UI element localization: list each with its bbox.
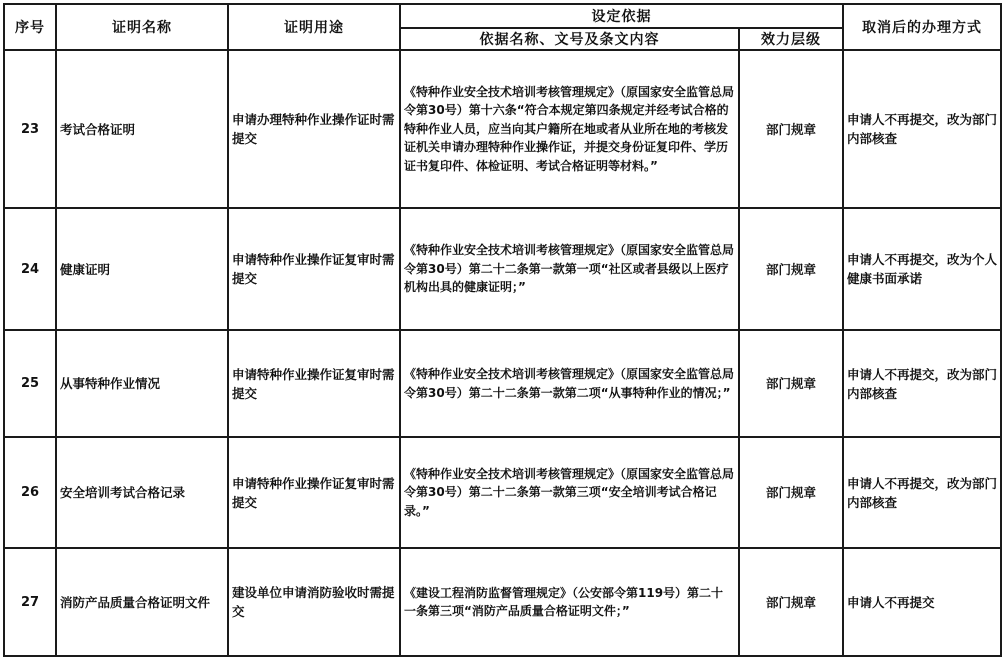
- header-after: 取消后的办理方式: [843, 4, 1001, 50]
- row-purpose: 建设单位申请消防验收时需提交: [228, 548, 400, 656]
- table-row: [4, 208, 1001, 330]
- row-purpose: 申请特种作业操作证复审时需提交: [228, 330, 400, 437]
- row-purpose: 申请办理特种作业操作证时需提交: [228, 50, 400, 208]
- row-cert-name: 从事特种作业情况: [56, 330, 228, 437]
- row-after: 申请人不再提交，改为部门内部核查: [843, 50, 1001, 208]
- row-no: 24: [4, 208, 56, 330]
- row-level: 部门规章: [739, 208, 843, 330]
- header-name: 证明名称: [56, 4, 228, 50]
- row-after: 申请人不再提交，改为部门内部核查: [843, 437, 1001, 548]
- row-purpose: 申请特种作业操作证复审时需提交: [228, 437, 400, 548]
- certificate-table-sheet: [3, 3, 1000, 655]
- row-no: 27: [4, 548, 56, 656]
- row-level: 部门规章: [739, 50, 843, 208]
- certificate-table: [3, 3, 1002, 657]
- row-no: 26: [4, 437, 56, 548]
- row-cert-name: 安全培训考试合格记录: [56, 437, 228, 548]
- row-purpose: 申请特种作业操作证复审时需提交: [228, 208, 400, 330]
- row-no: 25: [4, 330, 56, 437]
- row-cert-name: 消防产品质量合格证明文件: [56, 548, 228, 656]
- row-basis: 《特种作业安全技术培训考核管理规定》（原国家安全监管总局令第30号）第十六条“符合本规定第四条规定并经考试合格的特种作业人员，应当向其户籍所在地或者从业所在地的考核发证机关申请办理特种作业操作证，并提交身份证复印件、学历证书复印件、体检证明、考试合格证明等材料。”: [400, 50, 739, 208]
- row-basis: 《特种作业安全技术培训考核管理规定》（原国家安全监管总局令第30号）第二十二条第一款第二项“从事特种作业的情况；”: [400, 330, 739, 437]
- row-after: 申请人不再提交，改为部门内部核查: [843, 330, 1001, 437]
- row-basis: 《特种作业安全技术培训考核管理规定》（原国家安全监管总局令第30号）第二十二条第一款第一项“社区或者县级以上医疗机构出具的健康证明；”: [400, 208, 739, 330]
- table-row: [4, 437, 1001, 548]
- header-no: 序号: [4, 4, 56, 50]
- header-basis-content: 依据名称、文号及条文内容: [400, 28, 739, 50]
- row-cert-name: 考试合格证明: [56, 50, 228, 208]
- row-after: 申请人不再提交: [843, 548, 1001, 656]
- row-level: 部门规章: [739, 548, 843, 656]
- header-level: 效力层级: [739, 28, 843, 50]
- table-row: [4, 330, 1001, 437]
- row-after: 申请人不再提交，改为个人健康书面承诺: [843, 208, 1001, 330]
- table-row: [4, 50, 1001, 208]
- row-no: 23: [4, 50, 56, 208]
- header-row-top: [4, 4, 1001, 28]
- row-basis: 《特种作业安全技术培训考核管理规定》（原国家安全监管总局令第30号）第二十二条第一款第三项“安全培训考试合格记录。”: [400, 437, 739, 548]
- row-basis: 《建设工程消防监督管理规定》（公安部令第119号）第二十一条第三项“消防产品质量合格证明文件；”: [400, 548, 739, 656]
- row-level: 部门规章: [739, 437, 843, 548]
- row-level: 部门规章: [739, 330, 843, 437]
- header-basis-group: 设定依据: [400, 4, 843, 28]
- row-cert-name: 健康证明: [56, 208, 228, 330]
- table-row: [4, 548, 1001, 656]
- header-purpose: 证明用途: [228, 4, 400, 50]
